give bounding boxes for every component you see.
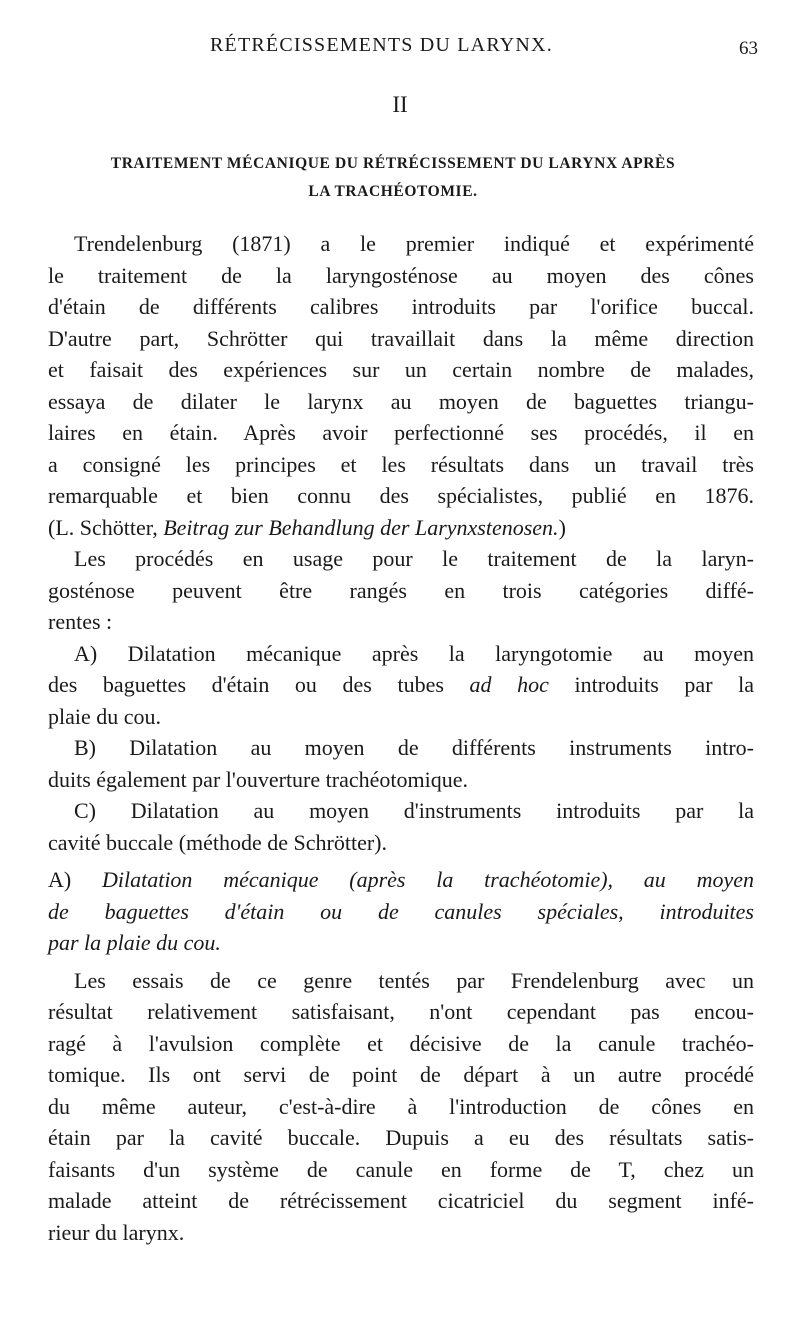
text-line: C) Dilatation au moyen d'instruments introduits par la xyxy=(74,798,754,823)
text-line: a consigné les principes et les résultats dans un travail très xyxy=(48,451,754,477)
text-span: des baguettes d'étain ou des tubes xyxy=(48,672,470,697)
page-number: 63 xyxy=(739,38,758,59)
text-line: faisants d'un système de canule en forme de T, chez un xyxy=(48,1156,754,1182)
text-line: cavité buccale (méthode de Schrötter). xyxy=(48,829,388,855)
text-line: duits également par l'ouverture trachéotomique. xyxy=(48,766,468,792)
text-line: D'autre part, Schrötter qui travaillait dans la même direction xyxy=(48,325,754,351)
heading-line: par la plaie du cou. xyxy=(48,930,221,955)
heading-line xyxy=(48,864,754,896)
text-line: tomique. Ils ont servi de point de départ à un autre procédé xyxy=(48,1062,754,1087)
heading-label: A) xyxy=(48,867,102,892)
text-line xyxy=(48,669,754,701)
text-line: remarquable et bien connu des spécialistes, publié en 1876. xyxy=(48,483,754,508)
page-header xyxy=(0,34,800,64)
text-line: ragé à l'avulsion complète et décisive de la canule trachéo- xyxy=(48,1030,754,1056)
text-line: Les procédés en usage pour le traitement de la laryn- xyxy=(74,546,754,571)
text-line: B) Dilatation au moyen de différents instruments intro- xyxy=(74,735,754,760)
text-line: gosténose peuvent être rangés en trois catégories diffé- xyxy=(48,577,754,603)
list-item-c xyxy=(48,795,754,858)
text-line: résultat relativement satisfaisant, n'ont cependant pas encou- xyxy=(48,999,754,1024)
citation-prefix: (L. Schötter, xyxy=(48,514,164,540)
text-line: Les essais de ce genre tentés par Frendelenburg avec un xyxy=(74,967,754,993)
text-line: et faisait des expériences sur un certain nombre de malades, xyxy=(48,357,754,382)
text-line: rieur du larynx. xyxy=(48,1219,185,1245)
list-item-b xyxy=(48,732,754,795)
text-line: A) Dilatation mécanique après la laryngotomie au moyen xyxy=(74,640,754,666)
citation-title: Beitrag zur Behandlung der Larynxstenosen. xyxy=(163,514,559,540)
list-item-a xyxy=(48,638,754,733)
text-line: d'étain de différents calibres introduits par l'orifice buccal. xyxy=(48,294,754,319)
body-text xyxy=(48,228,754,1248)
latin-phrase: ad hoc xyxy=(469,672,549,697)
text-line: Trendelenburg (1871) a le premier indiqué et expérimenté xyxy=(74,231,754,256)
section-title-line: TRAITEMENT MÉCANIQUE DU RÉTRÉCISSEMENT DU LARYNX APRÈS xyxy=(110,155,676,172)
text-line: rentes : xyxy=(48,609,113,634)
text-line: essaya de dilater le larynx au moyen de baguettes triangu- xyxy=(48,388,754,414)
section-title xyxy=(58,150,728,206)
text-line: étain par la cavité buccale. Dupuis a eu des résultats satis- xyxy=(48,1125,754,1150)
section-title-line: LA TRACHÉOTOMIE. xyxy=(308,183,478,200)
text-span: introduits par la xyxy=(548,672,755,697)
running-title: RÉTRÉCISSEMENTS DU LARYNX. xyxy=(210,34,553,56)
text-line: du même auteur, c'est-à-dire à l'introduction de cônes en xyxy=(48,1093,754,1119)
paragraph-2 xyxy=(48,543,754,638)
text-line: malade atteint de rétrécissement cicatriciel du segment infé- xyxy=(48,1188,754,1213)
heading-text: Dilatation mécanique (après la trachéotomie), au moyen xyxy=(101,867,754,892)
text-line: plaie du cou. xyxy=(48,703,162,729)
subsection-heading xyxy=(48,864,754,959)
section-number: II xyxy=(392,92,408,117)
paragraph-1 xyxy=(48,228,754,543)
text-line: le traitement de la laryngosténose au moyen des cônes xyxy=(48,262,754,288)
heading-line: de baguettes d'étain ou de canules spéciales, introduites xyxy=(48,898,754,924)
text-line: laires en étain. Après avoir perfectionné ses procédés, il en xyxy=(48,420,754,445)
citation-line xyxy=(48,512,754,544)
paragraph-3 xyxy=(48,965,754,1249)
citation-suffix: ) xyxy=(558,514,566,540)
